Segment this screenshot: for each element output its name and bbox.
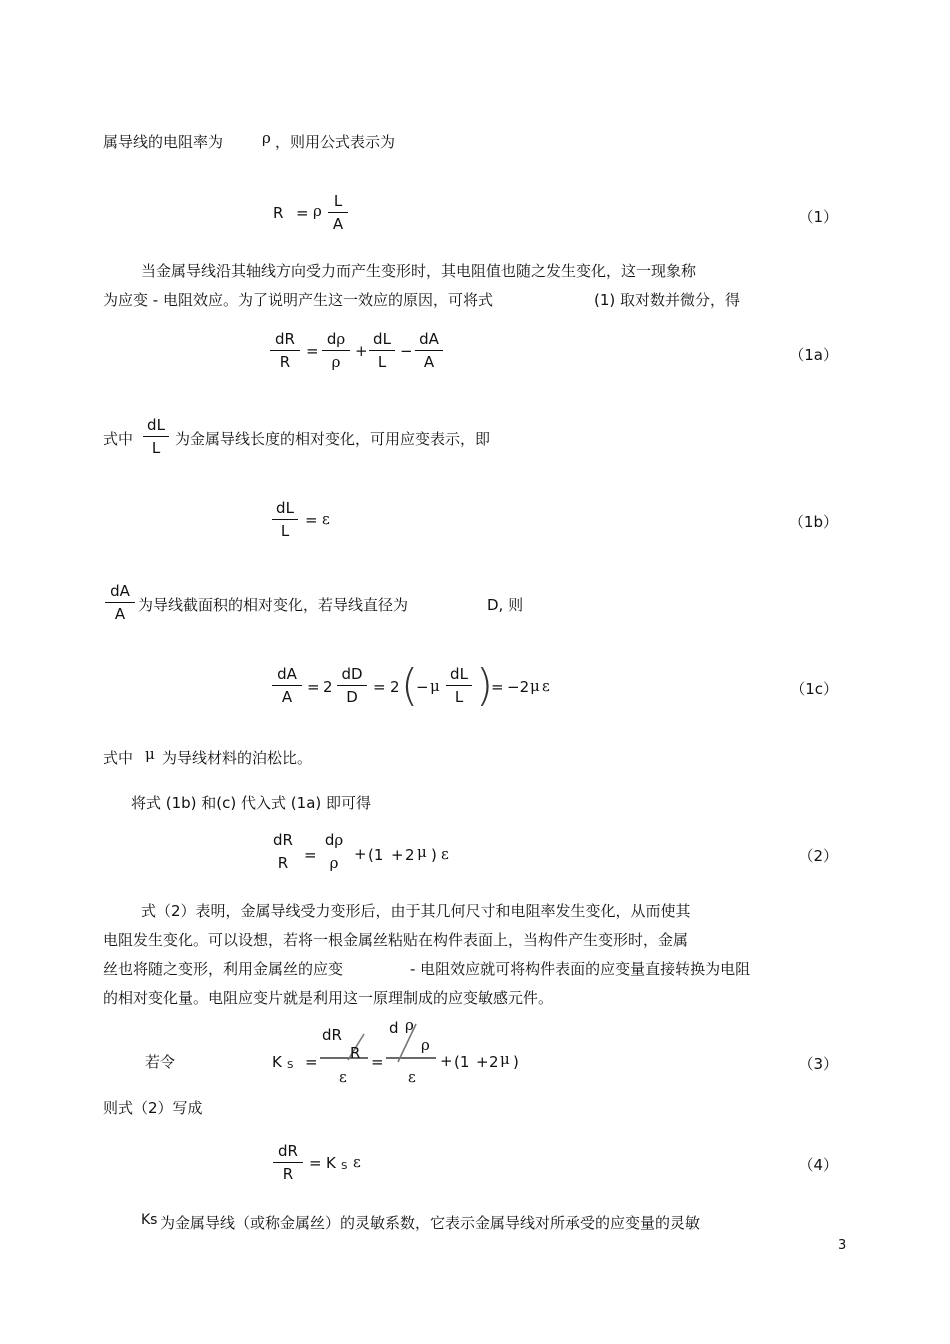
fraction-dR-over-R: dR R	[273, 1140, 303, 1185]
eq-equals: =	[307, 678, 320, 696]
eq-lhs-R: R	[273, 204, 284, 222]
R-text: R	[350, 1044, 361, 1062]
paren-close: )	[431, 846, 437, 864]
left-paren: (	[401, 660, 419, 711]
dR-text: dR	[322, 1026, 342, 1044]
equation-number: （1b）	[788, 513, 838, 531]
fraction-dL-over-L: dL L	[446, 663, 472, 708]
fraction-dL-over-L: dL L	[143, 414, 169, 459]
equation-number: （3）	[798, 1055, 838, 1073]
fraction-dL-over-L: dL L	[272, 497, 298, 542]
fraction-drho-over-rho: dρ ρ	[322, 328, 350, 373]
epsilon-symbol: ε	[408, 1068, 416, 1086]
eq-equals: =	[371, 1053, 384, 1071]
fraction-dA-over-A: dA A	[415, 328, 443, 373]
paragraph-line: 丝也将随之变形，利用金属丝的应变	[103, 960, 344, 978]
text-line: 则式（2）写成	[103, 1099, 203, 1117]
text-line: 属导线的电阻率为	[103, 133, 224, 151]
equation-number: （4）	[798, 1156, 838, 1174]
right-paren: )	[476, 660, 494, 711]
K-symbol: K	[326, 1154, 336, 1172]
fraction-dA-over-A: dA A	[272, 663, 302, 708]
text-line: 为导线材料的泊松比。	[162, 749, 313, 767]
rho-symbol: ρ	[405, 1016, 414, 1034]
equation-number: （2）	[798, 847, 838, 865]
epsilon-symbol: ε	[322, 510, 330, 528]
fraction-dA-over-A: dA A	[105, 580, 135, 625]
eq-plus: +	[391, 846, 404, 864]
coefficient: 2	[390, 678, 400, 696]
subscript-S: S	[341, 1161, 348, 1172]
text-line: D, 则	[487, 596, 524, 614]
paragraph-line: 当金属导线沿其轴线方向受力而产生变形时，其电阻值也随之发生变化，这一现象称	[141, 262, 697, 280]
text-line: 将式 (1b) 和(c) 代入式 (1a) 即可得	[131, 794, 372, 812]
fraction-drho-over-rho: dρ ρ	[324, 831, 344, 872]
paragraph-line: 电阻发生变化。可以设想，若将一根金属丝粘贴在构件表面上，当构件产生变形时，金属	[103, 931, 689, 949]
text-line: 式中	[103, 430, 134, 448]
equation-number: （1）	[798, 208, 838, 226]
paragraph-line: (1) 取对数并微分，得	[594, 291, 741, 309]
coefficient: −2	[507, 678, 530, 696]
text-line: 为导线截面积的相对变化，若导线直径为	[138, 596, 409, 614]
mu-symbol: μ	[430, 677, 440, 695]
epsilon-symbol: ε	[542, 677, 550, 695]
text-line: ，则用公式表示为	[275, 133, 396, 151]
eq-equals: =	[306, 342, 319, 360]
K-symbol: K	[272, 1053, 282, 1071]
eq-equals: =	[491, 678, 504, 696]
mu-symbol: μ	[417, 843, 427, 861]
fraction-dL-over-L: dL L	[369, 328, 395, 373]
eq-equals: =	[373, 678, 386, 696]
page-number: 3	[838, 1238, 847, 1253]
paren-close: )	[513, 1053, 519, 1071]
fraction-L-over-A: L A	[328, 190, 348, 235]
rho-symbol: ρ	[421, 1036, 430, 1054]
mu-symbol: μ	[530, 677, 540, 695]
eq-equals: =	[304, 846, 317, 864]
eq-minus: −	[416, 678, 429, 696]
paragraph-line: 的相对变化量。电阻应变片就是利用这一原理制成的应变敏感元件。	[103, 989, 554, 1007]
coefficient: 2	[405, 846, 415, 864]
fraction-dR-over-R: dR R	[273, 831, 293, 872]
eq-equals: =	[305, 511, 318, 529]
mu-symbol: μ	[145, 745, 155, 763]
d-text: d	[389, 1019, 399, 1037]
text-line: 为金属导线长度的相对变化，可用应变表示，即	[175, 430, 491, 448]
rho-symbol: ρ	[313, 202, 322, 220]
mu-symbol: μ	[500, 1050, 510, 1068]
text-line: 若令	[145, 1053, 176, 1071]
text-line: 式中	[103, 749, 134, 767]
eq-plus: +	[354, 845, 367, 863]
equation-number: （1c）	[790, 680, 838, 698]
rho-symbol: ρ	[262, 129, 271, 147]
paragraph-line: - 电阻效应就可将构件表面的应变量直接转换为电阻	[410, 960, 751, 978]
Ks-text: Ks	[141, 1212, 158, 1228]
paragraph-line: 为应变 - 电阻效应。为了说明产生这一效应的原因，可将式	[103, 291, 493, 309]
eq-equals: =	[309, 1154, 322, 1172]
eq-plus: +	[355, 342, 368, 360]
equation-number: （1a）	[789, 346, 838, 364]
paragraph-line: 为金属导线（或称金属丝）的灵敏系数，它表示金属导线对所承受的应变量的灵敏	[160, 1214, 701, 1232]
paren-group: (1	[368, 846, 384, 864]
epsilon-symbol: ε	[353, 1153, 361, 1171]
coefficient: 2	[323, 678, 333, 696]
eq-equals: =	[296, 204, 309, 222]
epsilon-symbol: ε	[441, 845, 449, 863]
paren-group: (1	[454, 1053, 470, 1071]
paragraph-line: 式（2）表明，金属导线受力变形后，由于其几何尺寸和电阻率发生变化，从而使其	[141, 902, 691, 920]
epsilon-symbol: ε	[339, 1068, 347, 1086]
eq-plus: +	[476, 1053, 489, 1071]
eq-equals: =	[305, 1053, 318, 1071]
coefficient: 2	[489, 1053, 499, 1071]
subscript-S: S	[287, 1060, 294, 1071]
fraction-dR-over-R: dR R	[270, 328, 300, 373]
eq-plus: +	[440, 1052, 453, 1070]
eq-minus: −	[400, 342, 413, 360]
fraction-dD-over-D: dD D	[337, 663, 367, 708]
